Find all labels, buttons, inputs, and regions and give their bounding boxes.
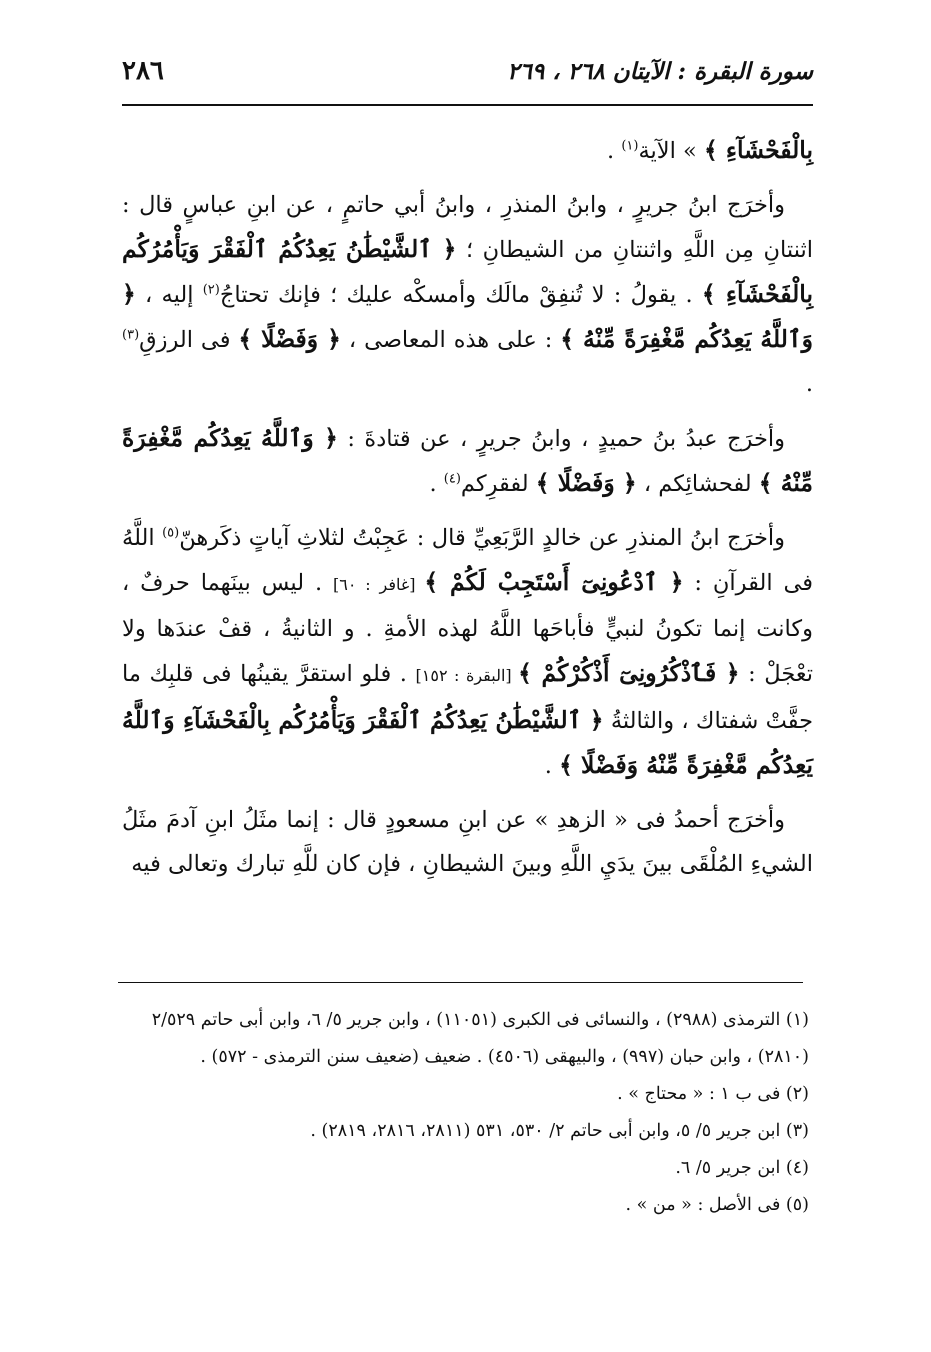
footnote-marker: (١)	[621, 138, 639, 154]
paragraph	[122, 798, 813, 886]
paragraph	[122, 183, 813, 406]
text-run: . فلو استقرَّ يقينُها فى قلبِك ما جفَّتْ شفتاك ، والثالثةُ	[122, 661, 813, 734]
running-title: سورة البقرة : الآيتان ٢٦٨ ، ٢٦٩	[507, 57, 813, 85]
quran-quote: بِالْفَحْشَآءِ ﴾	[703, 136, 813, 164]
text-run: وأخرَج ابنُ جريرٍ ، وابنُ المنذرِ ، وابنُ أبي حاتمٍ ، عن ابنِ عباسٍ قال : اثنتانِ مِن اللَّهِ واثنتانِ من الشيطانِ ؛	[122, 192, 813, 263]
quran-quote: ﴿ وَفَضْلًا ﴾	[238, 325, 341, 353]
quran-quote: ﴿ فَٱذْكُرُونِىٓ أَذْكُرْكُمْ ﴾	[518, 659, 740, 687]
page-number: ٢٨٦	[122, 56, 164, 86]
text-run: اللَّهُ فى القرآنِ :	[122, 525, 813, 596]
footnote-marker: (٣)	[122, 327, 140, 343]
footnote-line: (٢٨١٠) ، وابن حبان (٩٩٧) ، والبيهقى (٤٥٠٦) . ضعيف (ضعيف سنن الترمذى - ٥٧٢) .	[200, 1047, 809, 1067]
footnote-line: (١) الترمذى (٢٩٨٨) ، والنسائى فى الكبرى (١١٠٥١) ، وابن جرير ٥/ ٦، وابن أبى حاتم ٢/٥٢٩	[151, 1010, 809, 1030]
text-run: .	[805, 371, 813, 397]
text-run: وأخرَج ابنُ المنذرِ عن خالدٍ الرَّبَعِيِّ قال : عَجِبْتُ لثلاثِ آياتٍ ذكَرهنّ	[179, 525, 786, 551]
quran-quote: ﴿ ٱلشَّيْطَٰنُ يَعِدُكُمُ ٱلْفَقْرَ وَيَأْمُرُكُم بِالْفَحْشَآءِ ﴾	[122, 235, 814, 308]
text-run: وأخرَج أحمدُ فى « الزهدِ » عن ابنِ مسعودٍ قال : إنما مثَلُ ابنِ آدمَ مثَلُ الشيءِ المُلْقَى بينَ يدَيِ اللَّهِ وبينَ الشيطانِ ، فإن كان للَّهِ تبارك وتعالى فيه	[122, 807, 813, 877]
page-header	[122, 48, 813, 94]
footnote-marker: (٥)	[162, 525, 180, 541]
footnote-line: (٣) ابن جرير ٥/ ٥، وابن أبى حاتم ٢/ ٥٣٠، ٥٣١ (٢٨١١، ٢٨١٦، ٢٨١٩) .	[310, 1121, 809, 1141]
footnote-marker: (٢)	[202, 282, 220, 298]
text-run: لفقرِكم	[460, 471, 536, 497]
quran-quote: ﴿ ٱدْعُونِىٓ أَسْتَجِبْ لَكُمْ ﴾	[424, 568, 684, 596]
text-run: فى الرزقِ	[139, 327, 239, 353]
footnotes	[118, 1002, 809, 1224]
footnote-line: (٥) فى الأصل : « من » .	[625, 1195, 809, 1215]
footnote-line: (٢) فى ب ١ : « محتاج » .	[617, 1084, 809, 1104]
quran-quote: ﴿ وَفَضْلًا ﴾	[535, 469, 637, 497]
text-run: . ليس بينَهما حرفٌ ، وكانت إنما تكونُ لنبيٍّ فأباحَها اللَّهُ لهذه الأمةِ . و الثانيةُ ، قفْ عندَها ولا تعْجَلْ :	[122, 570, 813, 687]
quran-quote: ﴿ وَٱللَّهُ يَعِدُكُم مَّغْفِرَةً مِّنْهُ ﴾	[122, 424, 813, 497]
text-run: .	[429, 471, 444, 497]
paragraph	[122, 516, 813, 788]
quran-quote: ﴿ ٱلشَّيْطَٰنُ يَعِدُكُمُ ٱلْفَقْرَ وَيَأْمُرُكُم بِالْفَحْشَآءِ وَٱللَّهُ يَعِدُكُم مَّغْفِرَةً مِّنْهُ وَفَضْلًا ﴾	[122, 706, 813, 779]
quran-quote: ﴿ وَٱللَّهُ يَعِدُكُم مَّغْفِرَةً مِّنْهُ ﴾	[122, 280, 814, 353]
text-run: . يقولُ : لا تُنفِقْ مالَك وأمسكْه عليك ؛ فإنك تحتاجُ	[219, 282, 702, 308]
text-run: وأخرَج عبدُ بنُ حميدٍ ، وابنُ جريرٍ ، عن قتادةَ :	[337, 426, 785, 452]
verse-reference: [البقرة : ١٥٢]	[415, 666, 519, 685]
header-divider	[122, 104, 813, 106]
text-run: .	[544, 753, 560, 779]
footnote-marker: (٤)	[443, 471, 461, 487]
text-run: إليه ،	[135, 282, 203, 308]
text-run: » الآية	[638, 138, 704, 164]
footnote-divider	[118, 982, 803, 983]
paragraph	[122, 128, 813, 173]
text-run: لفحشائِكم ،	[636, 471, 759, 497]
paragraph	[122, 416, 813, 506]
body-text	[122, 128, 813, 896]
footnote-line: (٤) ابن جرير ٥/ ٦.	[675, 1158, 809, 1178]
text-run: .	[607, 138, 622, 164]
verse-reference: [غافر : ٦٠]	[333, 575, 425, 594]
text-run: : على هذه المعاصى ،	[340, 327, 561, 353]
